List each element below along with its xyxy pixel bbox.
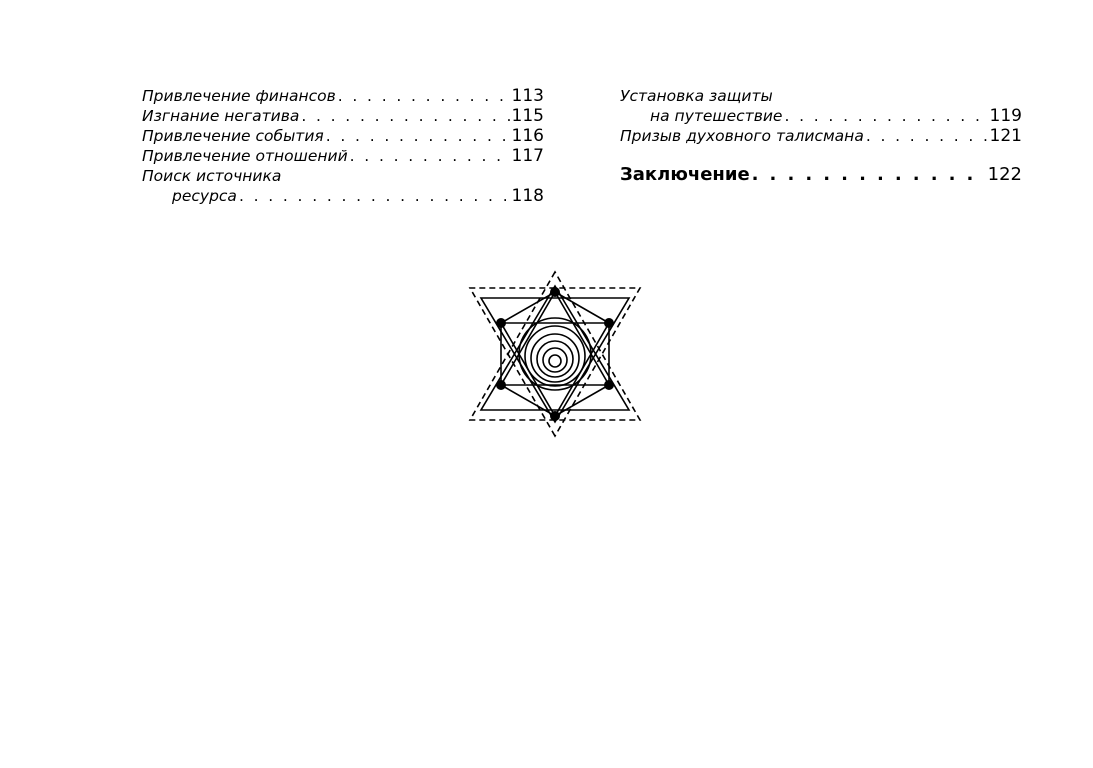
toc-entry-page: 121 [989,126,1022,146]
hexagram-seal-icon [468,267,642,441]
toc-entry-title-line2: на путешествие [650,107,783,125]
toc-entry[interactable] [142,106,544,126]
toc-entry-line2 [620,106,1022,126]
toc-leader-dots [301,106,509,126]
toc-leader-dots [239,186,510,206]
toc-entry-multiline[interactable] [620,86,1022,126]
toc-entry-page: 119 [989,106,1022,126]
toc-entry-page: 116 [511,126,544,146]
toc-entry-title-line2: ресурса [172,187,237,205]
toc-entry-title: Привлечение отношений [142,147,348,165]
toc-entry-multiline[interactable] [142,166,544,206]
toc-conclusion-title: Заключение [620,164,750,185]
toc-left-column [142,86,544,206]
toc-entry-page: 117 [511,146,544,166]
toc-entry-page: 113 [511,86,544,106]
toc-entry-title: Привлечение финансов [142,87,336,105]
toc-entry[interactable] [142,126,544,146]
toc-entry-title: Изгнание негатива [142,107,300,125]
toc-entry-title: Призыв духовного талисмана [620,127,864,145]
toc-entry-page: 118 [511,186,544,206]
toc-leader-dots [752,164,986,185]
toc-entry[interactable] [142,86,544,106]
toc-entry-title-line1: Поиск источника [142,167,282,185]
toc-entry[interactable] [142,146,544,166]
toc-entry-title-line1: Установка защиты [620,87,773,105]
toc-entry-line2 [142,186,544,206]
toc-entry-title: Привлечение события [142,127,324,145]
toc-leader-dots [338,86,510,106]
toc-leader-dots [326,126,510,146]
toc-leader-dots [784,106,987,126]
toc-conclusion-page: 122 [987,164,1022,185]
toc-entry[interactable] [620,126,1022,146]
toc-right-column [620,86,1022,185]
toc-leader-dots [350,146,510,166]
toc-conclusion-entry[interactable] [620,164,1022,185]
toc-leader-dots [866,126,988,146]
toc-entry-page: 115 [511,106,544,126]
